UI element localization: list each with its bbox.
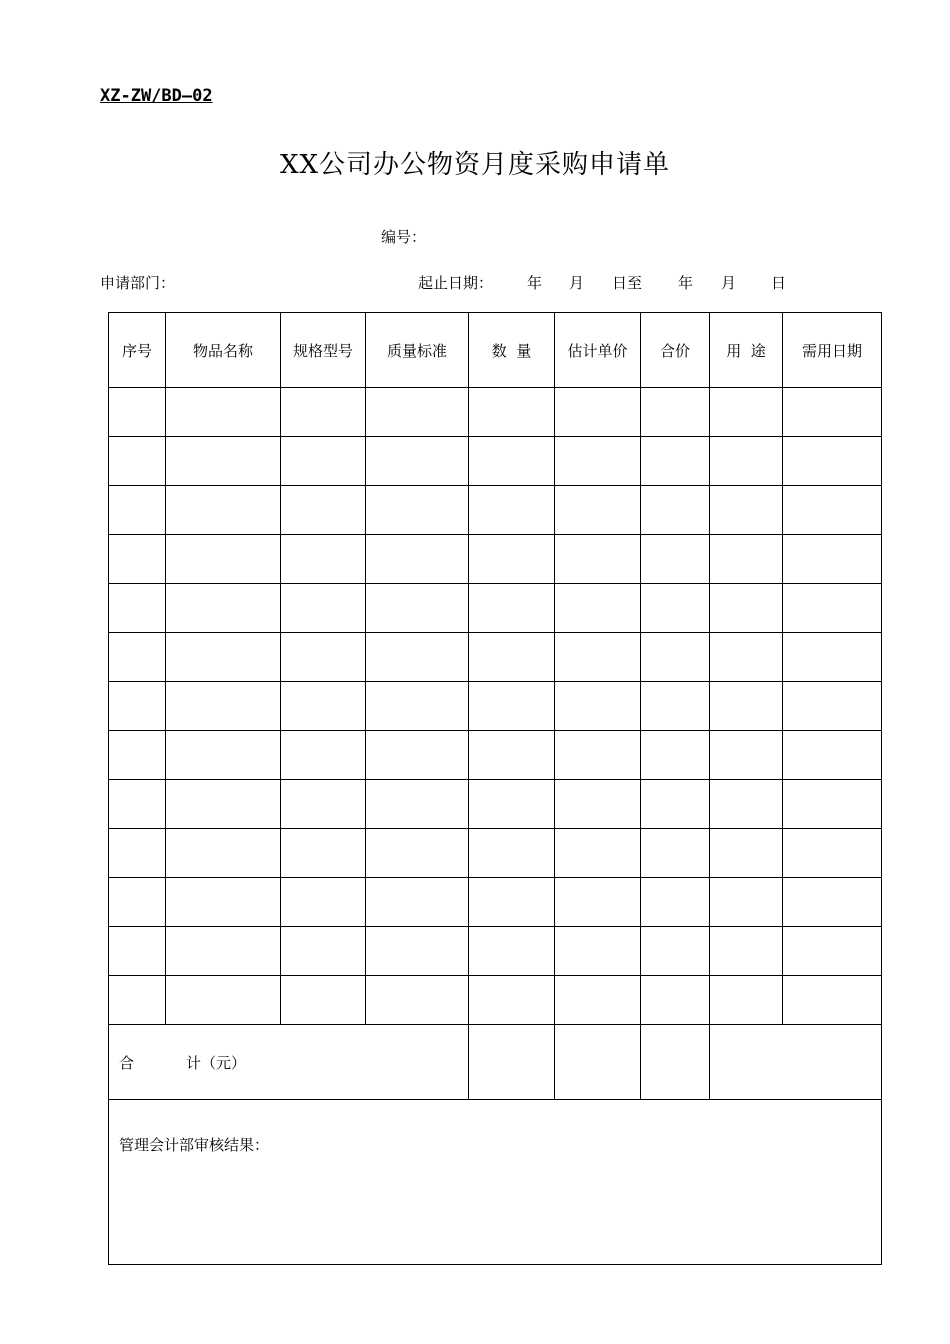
table-cell[interactable] — [555, 682, 641, 731]
table-cell[interactable] — [366, 633, 469, 682]
table-cell[interactable] — [641, 829, 710, 878]
table-cell[interactable] — [783, 584, 882, 633]
table-cell[interactable] — [710, 927, 783, 976]
header-cell: 用 途 — [710, 313, 783, 388]
table-cell[interactable] — [710, 535, 783, 584]
header-cell: 序号 — [109, 313, 166, 388]
table-row — [109, 731, 882, 780]
table-cell[interactable] — [710, 388, 783, 437]
table-cell[interactable] — [109, 633, 166, 682]
table-row — [109, 829, 882, 878]
review-cell[interactable] — [109, 1100, 882, 1265]
table-cell[interactable] — [109, 829, 166, 878]
table-cell[interactable] — [469, 731, 555, 780]
table-cell[interactable] — [366, 829, 469, 878]
table-row — [109, 437, 882, 486]
total-unit-price-cell[interactable] — [555, 1025, 641, 1100]
table-cell[interactable] — [469, 535, 555, 584]
table-cell[interactable] — [783, 633, 882, 682]
table-row — [109, 780, 882, 829]
table-cell[interactable] — [555, 535, 641, 584]
table-cell[interactable] — [166, 731, 281, 780]
table-row — [109, 682, 882, 731]
table-cell[interactable] — [783, 437, 882, 486]
table-row — [109, 584, 882, 633]
header-cell: 需用日期 — [783, 313, 882, 388]
table-cell[interactable] — [783, 927, 882, 976]
form-title: XX公司办公物资月度采购申请单 — [279, 150, 671, 180]
table-cell[interactable] — [469, 584, 555, 633]
table-cell[interactable] — [641, 535, 710, 584]
table-cell[interactable] — [166, 976, 281, 1025]
table-cell[interactable] — [469, 437, 555, 486]
table-row — [109, 633, 882, 682]
table-cell[interactable] — [783, 878, 882, 927]
table-cell[interactable] — [641, 486, 710, 535]
table-cell[interactable] — [641, 388, 710, 437]
table-cell[interactable] — [469, 780, 555, 829]
table-cell[interactable] — [555, 731, 641, 780]
table-cell[interactable] — [555, 829, 641, 878]
table-cell[interactable] — [641, 584, 710, 633]
table-cell[interactable] — [783, 976, 882, 1025]
table-cell[interactable] — [641, 976, 710, 1025]
table-cell[interactable] — [710, 878, 783, 927]
table-cell[interactable] — [281, 927, 366, 976]
table-cell[interactable] — [710, 437, 783, 486]
table-cell[interactable] — [109, 486, 166, 535]
table-cell[interactable] — [641, 682, 710, 731]
table-cell[interactable] — [366, 388, 469, 437]
table-cell[interactable] — [555, 584, 641, 633]
period-label: 起止日期： — [418, 274, 494, 292]
table-cell[interactable] — [109, 584, 166, 633]
total-amount-cell[interactable] — [641, 1025, 710, 1100]
table-cell[interactable] — [710, 829, 783, 878]
document-code: XZ-ZW/BD—02 — [100, 86, 213, 106]
review-row — [109, 1100, 882, 1265]
table-cell[interactable] — [166, 927, 281, 976]
table-cell[interactable] — [281, 535, 366, 584]
header-cell: 合价 — [641, 313, 710, 388]
table-cell[interactable] — [555, 633, 641, 682]
table-cell[interactable] — [555, 780, 641, 829]
table-cell[interactable] — [281, 731, 366, 780]
total-label-cell — [109, 1025, 469, 1100]
number-label: 编号： — [381, 228, 427, 246]
table-cell[interactable] — [783, 486, 882, 535]
table-cell[interactable] — [469, 486, 555, 535]
header-cell: 物品名称 — [166, 313, 281, 388]
table-cell[interactable] — [281, 633, 366, 682]
table-cell[interactable] — [710, 633, 783, 682]
table-cell[interactable] — [641, 437, 710, 486]
table-row — [109, 388, 882, 437]
table-cell[interactable] — [281, 829, 366, 878]
table-cell[interactable] — [281, 878, 366, 927]
table-cell[interactable] — [783, 535, 882, 584]
table-cell[interactable] — [641, 633, 710, 682]
table-cell[interactable] — [710, 682, 783, 731]
table-cell[interactable] — [281, 584, 366, 633]
total-blank-cell[interactable] — [710, 1025, 882, 1100]
table-cell[interactable] — [366, 731, 469, 780]
table-cell[interactable] — [469, 682, 555, 731]
table-cell[interactable] — [366, 976, 469, 1025]
table-cell[interactable] — [641, 731, 710, 780]
table-cell[interactable] — [109, 388, 166, 437]
table-cell[interactable] — [281, 388, 366, 437]
period-year-2: 年 — [678, 274, 694, 292]
table-cell[interactable] — [555, 878, 641, 927]
table-cell[interactable] — [469, 388, 555, 437]
table-cell[interactable] — [166, 437, 281, 486]
table-cell[interactable] — [469, 633, 555, 682]
table-cell[interactable] — [281, 780, 366, 829]
table-cell[interactable] — [555, 486, 641, 535]
table-cell[interactable] — [166, 535, 281, 584]
header-cell: 规格型号 — [281, 313, 366, 388]
review-label: 管理会计部审核结果： — [119, 1136, 270, 1154]
table-row — [109, 486, 882, 535]
table-cell[interactable] — [555, 437, 641, 486]
table-cell[interactable] — [109, 927, 166, 976]
table-cell[interactable] — [166, 584, 281, 633]
total-label-part-2: 计（元） — [186, 1053, 247, 1072]
table-cell[interactable] — [710, 780, 783, 829]
table-cell[interactable] — [710, 731, 783, 780]
table-row — [109, 976, 882, 1025]
table-cell[interactable] — [109, 878, 166, 927]
table-row — [109, 927, 882, 976]
table-cell[interactable] — [555, 927, 641, 976]
purchase-table — [108, 312, 882, 1265]
table-cell[interactable] — [710, 976, 783, 1025]
table-cell[interactable] — [166, 780, 281, 829]
table-cell[interactable] — [166, 682, 281, 731]
table-cell[interactable] — [710, 584, 783, 633]
table-cell[interactable] — [109, 535, 166, 584]
header-row — [109, 313, 882, 388]
period-month-2: 月 — [721, 274, 737, 292]
table-cell[interactable] — [166, 829, 281, 878]
table-cell[interactable] — [366, 437, 469, 486]
table-cell[interactable] — [469, 976, 555, 1025]
table-cell[interactable] — [366, 535, 469, 584]
table-cell[interactable] — [109, 682, 166, 731]
table-cell[interactable] — [109, 780, 166, 829]
table-cell[interactable] — [641, 780, 710, 829]
table-cell[interactable] — [166, 633, 281, 682]
table-cell[interactable] — [469, 829, 555, 878]
table-cell[interactable] — [555, 388, 641, 437]
table-cell[interactable] — [109, 976, 166, 1025]
table-cell[interactable] — [783, 780, 882, 829]
table-cell[interactable] — [641, 927, 710, 976]
table-row — [109, 878, 882, 927]
table-cell[interactable] — [783, 731, 882, 780]
table-cell[interactable] — [366, 878, 469, 927]
table-cell[interactable] — [366, 584, 469, 633]
table-row — [109, 535, 882, 584]
table-cell[interactable] — [710, 486, 783, 535]
table-cell[interactable] — [469, 878, 555, 927]
header-cell: 估计单价 — [555, 313, 641, 388]
table-cell[interactable] — [109, 437, 166, 486]
header-cell: 数 量 — [469, 313, 555, 388]
table-cell[interactable] — [281, 976, 366, 1025]
header-cell: 质量标准 — [366, 313, 469, 388]
table-cell[interactable] — [783, 682, 882, 731]
table-cell[interactable] — [366, 486, 469, 535]
table-cell[interactable] — [166, 388, 281, 437]
table-cell[interactable] — [166, 486, 281, 535]
table-cell[interactable] — [366, 682, 469, 731]
table-cell[interactable] — [366, 780, 469, 829]
table-cell[interactable] — [109, 731, 166, 780]
table-cell[interactable] — [366, 927, 469, 976]
total-quantity-cell[interactable] — [469, 1025, 555, 1100]
table-cell[interactable] — [281, 486, 366, 535]
period-month-1: 月 — [569, 274, 585, 292]
table-cell[interactable] — [641, 878, 710, 927]
table-cell[interactable] — [281, 682, 366, 731]
department-label: 申请部门： — [100, 274, 176, 292]
period-day-2: 日 — [771, 274, 787, 292]
total-label-part-1: 合 — [119, 1053, 135, 1072]
period-day-to: 日至 — [612, 274, 643, 292]
table-cell[interactable] — [281, 437, 366, 486]
table-cell[interactable] — [783, 388, 882, 437]
table-cell[interactable] — [555, 976, 641, 1025]
table-cell[interactable] — [783, 829, 882, 878]
total-row — [109, 1025, 882, 1100]
table-cell[interactable] — [469, 927, 555, 976]
period-year-1: 年 — [527, 274, 543, 292]
table-cell[interactable] — [166, 878, 281, 927]
